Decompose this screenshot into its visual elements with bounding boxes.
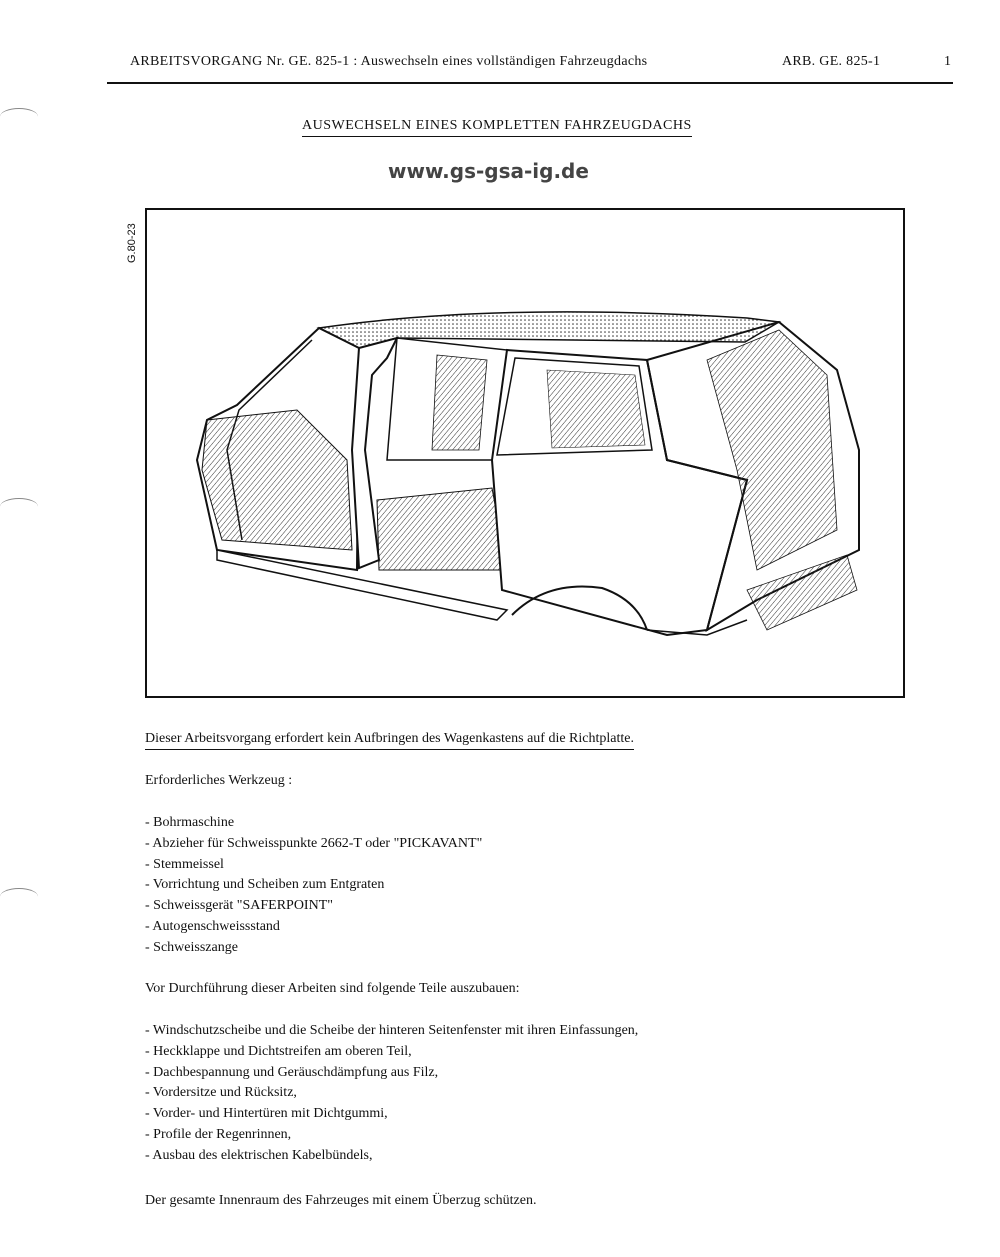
punch-mark bbox=[0, 498, 38, 515]
tools-heading: Erforderliches Werkzeug : bbox=[145, 773, 293, 788]
list-item: - Vorder- und Hintertüren mit Dichtgummi, bbox=[145, 1106, 388, 1122]
closing-instruction: Der gesamte Innenraum des Fahrzeuges mit einem Überzug schützen. bbox=[145, 1193, 537, 1208]
document-title: AUSWECHSELN EINES KOMPLETTEN FAHRZEUGDACHS bbox=[302, 118, 692, 137]
list-item: - Bohrmaschine bbox=[145, 815, 235, 830]
tools-list bbox=[145, 813, 482, 959]
list-item: - Abzieher für Schweisspunkte 2662-T oder "PICKAVANT" bbox=[145, 835, 483, 851]
list-item: - Stemmeissel bbox=[145, 856, 224, 872]
list-item: - Profile der Regenrinnen, bbox=[145, 1126, 292, 1142]
removal-heading: Vor Durchführung dieser Arbeiten sind folgende Teile auszubauen: bbox=[145, 981, 520, 996]
intro-note: Dieser Arbeitsvorgang erfordert kein Aufbringen des Wagenkastens auf die Richtplatte. bbox=[145, 731, 634, 750]
header-divider bbox=[107, 82, 953, 84]
website-watermark: www.gs-gsa-ig.de bbox=[388, 159, 589, 183]
removal-list bbox=[145, 1021, 638, 1167]
list-item: - Schweisszange bbox=[145, 939, 238, 955]
list-item: - Autogenschweissstand bbox=[145, 918, 280, 934]
list-item: - Vordersitze und Rücksitz, bbox=[145, 1085, 297, 1101]
car-body-illustration bbox=[147, 210, 903, 696]
list-item: - Vorrichtung und Scheiben zum Entgraten bbox=[145, 877, 385, 893]
car-body-figure bbox=[145, 208, 905, 698]
list-item: - Heckklappe und Dichtstreifen am oberen Teil, bbox=[145, 1043, 412, 1059]
list-item: - Dachbespannung und Geräuschdämpfung aus Filz, bbox=[145, 1064, 439, 1080]
punch-mark bbox=[0, 108, 38, 125]
list-item: - Schweissgerät "SAFERPOINT" bbox=[145, 898, 333, 914]
page-number: 1 bbox=[944, 54, 952, 69]
figure-code: G.80-23 bbox=[126, 223, 138, 263]
header-reference: ARB. GE. 825-1 bbox=[782, 54, 881, 69]
list-item: - Windschutzscheibe und die Scheibe der hinteren Seitenfenster mit ihren Einfassungen, bbox=[145, 1023, 639, 1038]
list-item: - Ausbau des elektrischen Kabelbündels, bbox=[145, 1147, 373, 1163]
punch-mark bbox=[0, 888, 38, 905]
header-procedure: ARBEITSVORGANG Nr. GE. 825-1 : Auswechseln eines vollständigen Fahrzeugdachs bbox=[130, 54, 648, 69]
